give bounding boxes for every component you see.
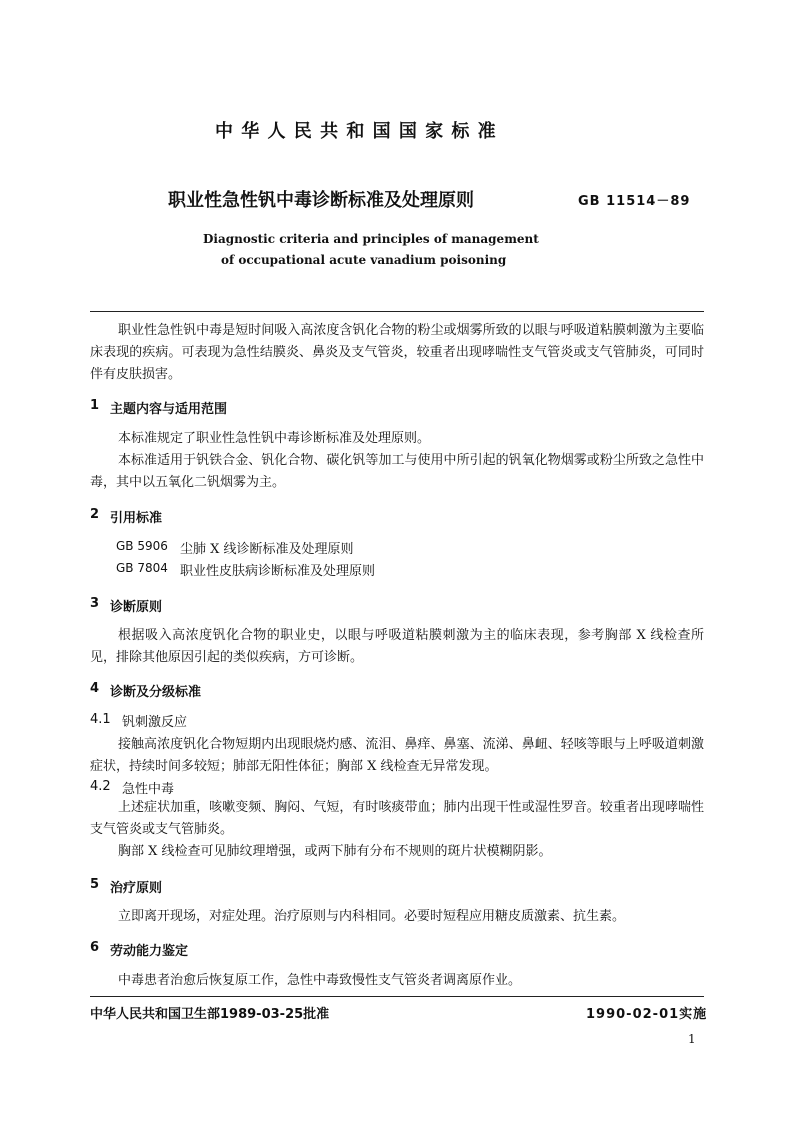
document-title: 职业性急性钒中毒诊断标准及处理原则 <box>168 190 474 211</box>
section-3-number: 3 <box>90 596 100 611</box>
section-1-paragraph-2: 本标准适用于钒铁合金、钒化合物、碳化钒等加工与使用中所引起的钒氧化物烟雾或粉尘所致之急性中毒，其中以五氧化二钒烟雾为主。 <box>90 453 704 490</box>
section-6-paragraph: 中毒患者治愈后恢复原工作，急性中毒致慢性支气管炎者调离原作业。 <box>118 973 522 988</box>
section-1-paragraph-1: 本标准规定了职业性急性钒中毒诊断标准及处理原则。 <box>118 431 431 446</box>
section-3-paragraph: 根据吸入高浓度钒化合物的职业史，以眼与呼吸道粘膜刺激为主的临床表现，参考胸部 X 线检查所见，排除其他原因引起的类似疾病，方可诊断。 <box>90 628 704 665</box>
section-5-number: 5 <box>90 877 100 892</box>
section-6-title: 劳动能力鉴定 <box>110 944 189 959</box>
subsection-4-2-paragraph-2: 胸部 X 线检查可见肺纹理增强，或两下肺有分布不规则的斑片状模糊阴影。 <box>118 844 552 859</box>
subsection-4-1-title: 钒刺激反应 <box>122 715 188 730</box>
subsection-4-1-number: 4.1 <box>90 712 111 727</box>
english-title-line-2: of occupational acute vanadium poisoning <box>221 253 507 267</box>
issuer-heading: 中 华 人 民 共 和 国 国 家 标 准 <box>215 121 497 142</box>
page-number: 1 <box>688 1032 696 1046</box>
section-5-paragraph: 立即离开现场，对症处理。治疗原则与内科相同。必要时短程应用糖皮质激素、抗生素。 <box>118 909 626 924</box>
header-divider <box>90 311 704 312</box>
reference-name: 尘肺 X 线诊断标准及处理原则 <box>180 542 354 557</box>
standard-code: GB 11514－89 <box>578 194 691 209</box>
english-title-line-1: Diagnostic criteria and principles of management <box>203 232 539 246</box>
approval-statement: 中华人民共和国卫生部1989-03-25批准 <box>90 1007 330 1022</box>
section-2-number: 2 <box>90 507 100 522</box>
section-5-title: 治疗原则 <box>110 881 163 896</box>
subsection-4-2-title: 急性中毒 <box>122 782 175 797</box>
subsection-4-1-paragraph: 接触高浓度钒化合物短期内出现眼烧灼感、流泪、鼻痒、鼻塞、流涕、鼻衄、轻咳等眼与上呼吸道刺激症状，持续时间多较短；肺部无阳性体征；胸部 X 线检查无异常发现。 <box>90 737 704 774</box>
reference-name: 职业性皮肤病诊断标准及处理原则 <box>180 564 376 579</box>
section-6-number: 6 <box>90 940 100 955</box>
subsection-4-2-number: 4.2 <box>90 779 111 794</box>
section-1-number: 1 <box>90 398 100 413</box>
section-2-title: 引用标准 <box>110 511 163 526</box>
implementation-date: 1990-02-01实施 <box>586 1007 708 1022</box>
section-3-title: 诊断原则 <box>110 600 163 615</box>
reference-code: GB 5906 <box>116 539 168 553</box>
reference-code: GB 7804 <box>116 561 168 575</box>
footer-divider <box>90 996 704 997</box>
section-4-title: 诊断及分级标准 <box>110 685 202 700</box>
section-4-number: 4 <box>90 681 100 696</box>
intro-paragraph: 职业性急性钒中毒是短时间吸入高浓度含钒化合物的粉尘或烟雾所致的以眼与呼吸道粘膜刺激为主要临床表现的疾病。可表现为急性结膜炎、鼻炎及支气管炎，较重者出现哮喘性支气管炎或支气管肺炎，可同时伴有皮肤损害。 <box>90 323 704 382</box>
subsection-4-2-paragraph-1: 上述症状加重，咳嗽变频、胸闷、气短，有时咳痰带血；肺内出现干性或湿性罗音。较重者出现哮喘性支气管炎或支气管肺炎。 <box>90 800 704 837</box>
section-1-title: 主题内容与适用范围 <box>110 402 228 417</box>
